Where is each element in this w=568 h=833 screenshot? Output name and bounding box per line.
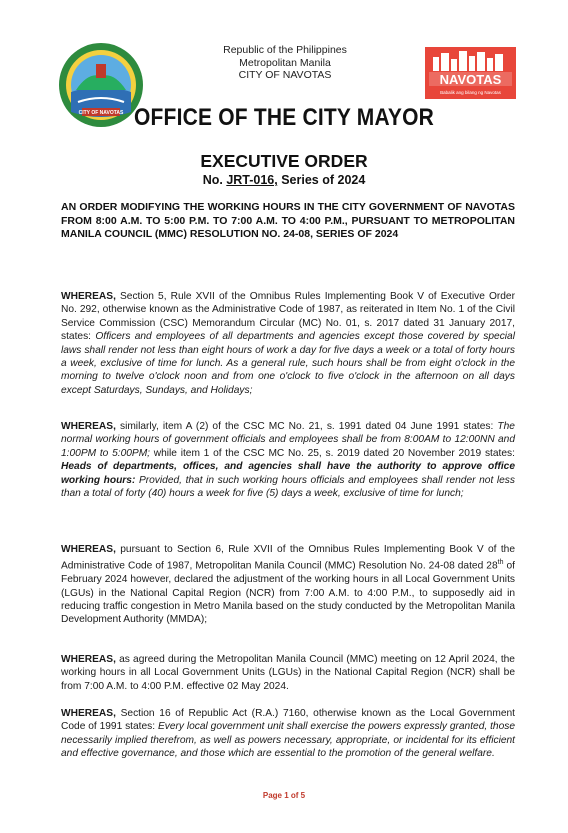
clause-2-text-2: while item 1 of the CSC MC No. 25, s. 2019 dated 20 November 2019 states: — [153, 447, 515, 459]
whereas-clause-5 — [61, 707, 515, 761]
header-metro: Metropolitan Manila — [239, 56, 331, 69]
order-number: JRT-016, — [226, 173, 278, 187]
whereas-label: WHEREAS, — [61, 544, 116, 555]
svg-text:CITY OF NAVOTAS: CITY OF NAVOTAS — [78, 110, 124, 116]
clause-5-text: Section 16 of Republic Act (R.A.) 7160, otherwise known as the Local Government Code of 1991 states: — [61, 708, 515, 733]
whereas-clause-1 — [61, 290, 515, 397]
ordinal-suffix: th — [497, 559, 504, 567]
whereas-clause-2 — [61, 420, 515, 500]
clause-1-quote: Officers and employees of all departments and agencies except those covered by special laws shall render not less than eight hours of work a day for five days a week or a total of forty hours a week, exclusive of time for lunch. As a general rule, such hours shall be from eight o'clock in the morning to twelve o'clock noon and from one o'clock to five o'clock in the afternoon on all days except Saturdays, Sundays, and Holidays; — [61, 331, 515, 396]
whereas-label: WHEREAS, — [61, 291, 116, 302]
clause-2-quote-1: The normal working hours of government officials and employees shall be from 8:00AM to 12:00NN and 1:00PM to 5:00PM; — [61, 421, 515, 459]
page-number: Page 1 of 5 — [262, 791, 306, 800]
svg-text:Babalik ang bilang ng Navotas: Babalik ang bilang ng Navotas — [440, 90, 501, 95]
clause-2-emphasis: Heads of departments, offices, and agencies shall have the authority to approve office working hours: — [61, 461, 515, 486]
whereas-label: WHEREAS, — [61, 421, 116, 432]
whereas-clause-4 — [61, 653, 515, 693]
executive-order-title: EXECUTIVE ORDER — [200, 151, 368, 171]
number-prefix: No. — [202, 173, 223, 187]
government-header — [200, 44, 370, 82]
executive-order-number — [0, 173, 568, 187]
whereas-clause-3 — [61, 543, 515, 627]
clause-4-text: as agreed during the Metropolitan Manila Council (MMC) meeting on 12 April 2024, the working hours in all Local Government Units (LGUs) in the National Capital Region (NCR) shall be from 7:00 A.M. to 4:00 P.M. effective 02 May 2024. — [61, 654, 515, 692]
clause-5-quote: Every local government unit shall exercise the powers expressly granted, those necessarily implied therefrom, as well as powers necessary, appropriate, or incidental for its efficient and effective governance, and those which are essential to the promotion of the general welfare. — [61, 721, 515, 760]
svg-text:NAVOTAS: NAVOTAS — [439, 72, 502, 87]
whereas-label: WHEREAS, — [61, 654, 116, 665]
navotas-logo — [425, 47, 516, 99]
clause-2-quote-2: Provided, that in such working hours officials and employees shall render not less than a total of forty (40) hours a week for five (5) days a week, exclusive of time for lunch; — [61, 474, 515, 500]
order-subject: AN ORDER MODIFYING THE WORKING HOURS IN THE CITY GOVERNMENT OF NAVOTAS FROM 8:00 A.M. TO 5:00 P.M. TO 7:00 A.M. TO 4:00 P.M., PURSUANT TO METROPOLITAN MANILA COUNCIL (MMC) RESOLUTION NO. 24-08, SERIES OF 2024 — [61, 201, 515, 240]
clause-2-text-1: similarly, item A (2) of the CSC MC No. 21, s. 1991 dated 04 June 1991 states: — [119, 421, 494, 432]
header-republic: Republic of the Philippines — [223, 44, 347, 56]
header-city: CITY OF NAVOTAS — [238, 69, 332, 81]
office-title: OFFICE OF THE CITY MAYOR — [134, 104, 434, 131]
order-series: Series of 2024 — [281, 173, 366, 187]
whereas-label: WHEREAS, — [61, 708, 116, 719]
clause-1-text: Section 5, Rule XVII of the Omnibus Rules Implementing Book V of Executive Order No. 292, otherwise known as the Administrative Code of 1987, as reiterated in Item No. 1 of the Civil Service Commission (CSC) Memorandum Circular (MC) No. 01, s. 2017 dated 31 January 2017, states: — [61, 291, 515, 343]
clause-3-text-b: of February 2024 however, declared the adjustment of the working hours in all Local Government Units (LGUs) in the National Capital Region (NCR) from 7:00 A.M. to 4:00 P.M., to supposedly aid in reducing traffic congestion in Metro Manila based on the study conducted by the Metropolitan Manila Development Authority (MMDA); — [61, 560, 515, 626]
clause-3-text-a: pursuant to Section 6, Rule XVII of the Omnibus Rules Implementing Book V of the Administrative Code of 1987, Metropolitan Manila Council (MMC) Resolution No. 24-08 dated 28 — [61, 544, 515, 572]
